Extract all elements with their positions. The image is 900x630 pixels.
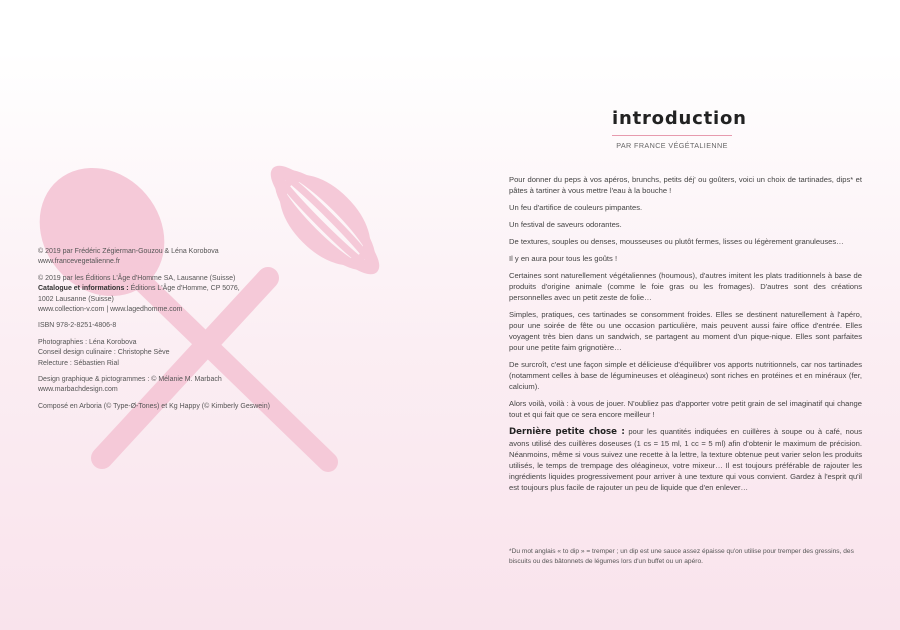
graphic-design-credit [38, 375, 338, 396]
address-line: 1002 Lausanne (Suisse) [38, 295, 114, 303]
photo-credit: Photographies : Léna Korobova [38, 338, 137, 346]
copyright-line: © 2019 par Frédéric Zégierman-Gouzou & Léna Korobova [38, 248, 219, 255]
publisher-line: © 2019 par les Éditions L'Âge d'Homme SA, Lausanne (Suisse) [38, 274, 236, 282]
paragraph: Un feu d'artifice de couleurs pimpantes. [509, 203, 643, 212]
production-credits [38, 338, 338, 369]
page-subtitle: PAR FRANCE VÉGÉTALIENNE [616, 141, 728, 150]
paragraph: De textures, souples ou denses, mousseuses ou plutôt fermes, lisses ou légèrement granuleuses… [509, 237, 844, 246]
website-link[interactable]: www.francevegetalienne.fr [38, 258, 121, 266]
catalogue-label: Catalogue et informations : [38, 285, 129, 293]
paragraph: Certaines sont naturellement végétaliennes (houmous), d'autres imitent les plats traditionnels à base de produits d'origine animale (comme le foie gras ou les fromages). D'autres sont des créations personnelles avec un petit zeste de folie… [509, 271, 862, 302]
footnote: *Du mot anglais « to dip » = tremper ; un dip est une sauce assez épaisse qu'on utilise pour tremper des gressins, des biscuits ou des bâtonnets de légumes lors d'un buffet ou un apéro. [509, 548, 854, 565]
paragraph: Il y en aura pour tous les goûts ! [509, 254, 618, 263]
publisher-websites[interactable]: www.collection-v.com | www.lagedhomme.com [38, 306, 183, 314]
graphic-design-line: Design graphique & pictogrammes : © Mélanie M. Marbach [38, 376, 222, 384]
last-paragraph [509, 426, 862, 493]
designer-website[interactable]: www.marbachdesign.com [38, 386, 118, 394]
publisher-info [38, 274, 338, 316]
catalogue-text: Éditions L'Âge d'Homme, CP 5076, [128, 285, 240, 293]
copyright-authors [38, 247, 338, 268]
paragraph: Alors voilà, voilà : à vous de jouer. N'oubliez pas d'apporter votre petit grain de sel imaginatif qui change tout et qui fait que ce sera encore meilleur ! [509, 399, 862, 419]
typeface-credit: Composé en Arboria (© Type-Ø-Tones) et Kg Happy (© Kimberly Geswein) [38, 402, 270, 410]
last-paragraph-text: pour les quantités indiquées en cuillères à soupe ou à café, nous avons utilisé des cuillères doseuses (1 cs = 15 ml, 1 cc = 5 ml) afin d'obtenir le maximum de précision. Néanmoins, même si vous suivez une recette à la lettre, la texture obtenue peut varier selon les produits utilisés, le temps de trempage des oléagineux, votre mixeur… Il est toujours préférable de rajouter les ingrédients liquides progressivement pour arriver à une texture qui vous convient. Gardez à l'esprit qu'il est toujours plus facile de rajouter un peu de liquide que d'en enlever… [509, 427, 862, 492]
design-credit: Conseil design culinaire : Christophe Sève [38, 349, 170, 357]
proofreading-credit: Relecture : Sébastien Rial [38, 359, 119, 367]
last-paragraph-lead: Dernière petite chose : [509, 427, 625, 437]
introduction-body [509, 174, 862, 499]
paragraph: De surcroît, c'est une façon simple et délicieuse d'équilibrer vos apports nutritionnels, car nos tartinades (notamment celles à base de légumineuses et oléagineux) sont riches en protéines et en minéraux (fer, calcium). [509, 360, 862, 391]
paragraph: Simples, pratiques, ces tartinades se consomment froides. Elles se destinent naturellement à l'apéro, pour une soirée de fête ou une occasion particulière, mais peuvent aussi faire office d'entrée. Elles voyagent très bien dans un sandwich, se partagent au moment d'un pique-nique. Elles sont parfaites pour une petite faim grignotière… [509, 310, 862, 352]
paragraph: Pour donner du peps à vos apéros, brunchs, petits déj' ou goûters, voici un choix de tartinades, dips* et pâtes à tartiner à vous mettre l'eau à la bouche ! [509, 175, 862, 195]
title-block [612, 108, 747, 150]
page-title: introduction [612, 108, 732, 136]
paragraph: Un festival de saveurs odorantes. [509, 220, 622, 229]
credits-block [38, 247, 338, 418]
isbn: ISBN 978-2-8251-4806-8 [38, 322, 117, 330]
